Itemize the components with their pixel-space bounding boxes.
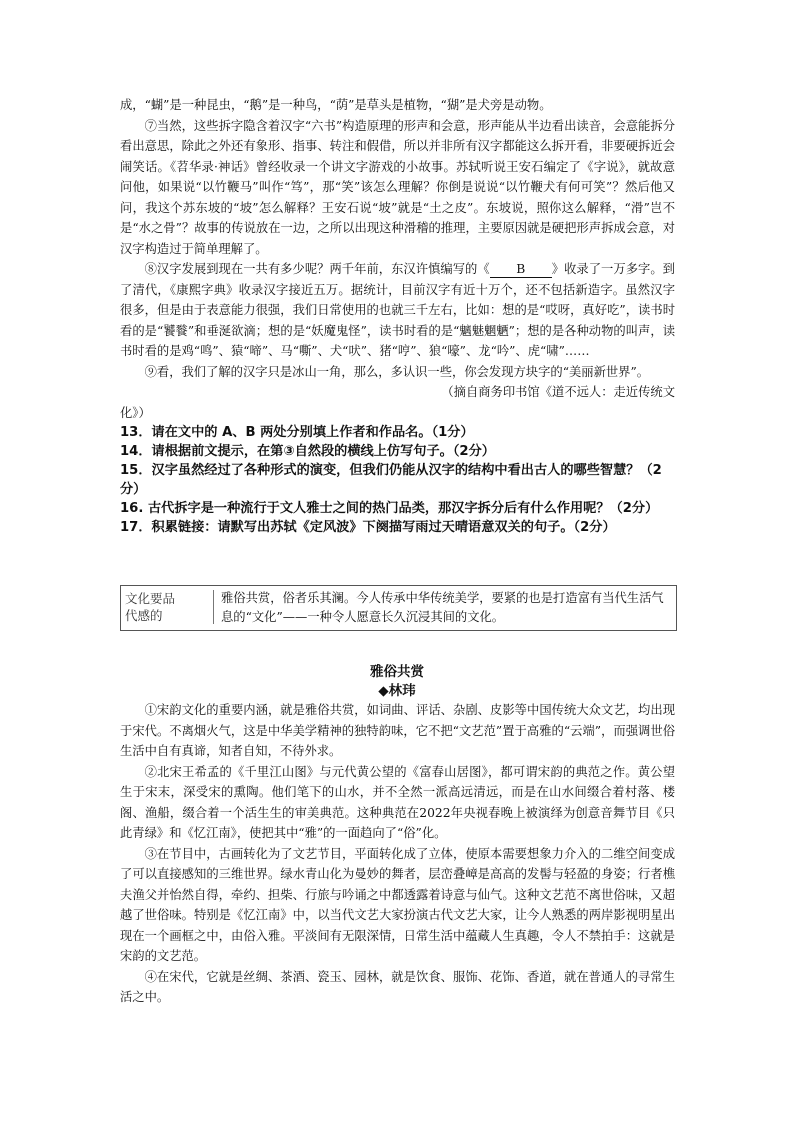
source-citation: （摘自商务印书馆《道不远人：走近传统文	[441, 385, 675, 399]
culture-box-label-line1: 文化要品	[125, 591, 176, 606]
source-citation-tail: 化》）	[120, 405, 151, 420]
blank-b: B	[490, 261, 552, 278]
article-body	[120, 700, 675, 1008]
culture-box-label	[125, 590, 214, 624]
paragraph-8-after: 》收录了一万多字。到了清代，《康熙字典》收录汉字接近五万。据统计，目前汉字有近十万个，还不包括新造字。虽然汉字很多，但是由于表意能力很强，我们日常使用的也就三千左右，比如：想的是“哎呀，真好吃”，读书时看的是“饕餮”和垂涎欲滴；想的是“妖魔鬼怪”，读书时看的是“魑魅魍魉”；想的是各种动物的叫声，读书时看的是鸡“鸣”、猿“啼”、马“嘶”、犬“吠”、猪“哼”、狼“嚎”、龙“吟”、虎“啸”……	[120, 262, 675, 358]
article-paragraph-3: ③在节目中，古画转化为了文艺节目，平面转化成了立体，使原本需要想象力介入的二维空间变成了可以直接感知的三维世界。绿水青山化为曼妙的舞者，层峦叠嶂是高高的发髻与轻盈的身姿；行者樵夫渔父并怡然自得，牵约、担柴、行旅与吟诵之中都透露着诗意与仙气。这种文艺范不离世俗味，又超越了世俗味。特别是《忆江南》中，以当代文艺大家扮演古代文艺大家，让今人熟悉的两岸影视明星出现在一个画框之中，由俗入雅。平淡间有无限深情，日常生活中蕴藏人生真趣，令人不禁拍手：这就是宋韵的文艺范。	[120, 846, 675, 963]
question-16: 16. 古代拆字是一种流行于文人雅士之间的热门品类，那汉字拆分后有什么作用呢？（2分）	[120, 501, 659, 516]
culture-box-label-line2: 代感的	[125, 608, 163, 623]
article-paragraph-2: ②北宋王希孟的《千里江山图》与元代黄公望的《富春山居图》，都可谓宋韵的典范之作。黄公望生于宋末，深受宋的熏陶。他们笔下的山水，并不全然一派高远清远，而是在山水间缀合着村落、楼阁、渔船，缀合着一个活生生的审美典范。这种典范在2022年央视春晚上被演绎为创意音舞节目《只此青绿》和《忆江南》，使把其中“雅”的一面趋向了“俗”化。	[120, 764, 675, 840]
paragraph-7: ⑦当然，这些拆字隐含着汉字“六书”构造原理的形声和会意，形声能从半边看出读音，会意能拆分看出意思，除此之外还有象形、指事、转注和假借，所以并非所有汉字都能这么拆开看，非要硬拆近会闹笑话。《苕华录·神话》曾经收录一个讲文字游戏的小故事。苏轼听说王安石编定了《字说》，就故意问他，如果说“以竹鞭马”叫作“笃”，那“笑”该怎么理解？你倒是说说“以竹鞭犬有何可笑”？然后他又问，我这个苏东坡的“坡”怎么解释？王安石说“坡”就是“土之皮”。东坡说，照你这么解释，“滑”岂不是“水之骨”？故事的传说放在一边，之所以出现这种滑稽的推理，主要原因就是硬把形声拆成会意，对汉字构造过于简单理解了。	[120, 118, 675, 256]
paragraph-8	[120, 259, 675, 362]
question-17: 17．积累链接：请默写出苏轼《定风波》下阕描写雨过天晴语意双关的句子。（2分）	[120, 520, 616, 535]
question-13: 13．请在文中的 A、B 两处分别填上作者和作品名。（1分）	[120, 425, 474, 440]
question-list	[120, 423, 675, 537]
paragraph-8-before: ⑧汉字发展到现在一共有多少呢？两千年前，东汉许慎编写的《	[144, 262, 490, 276]
paragraph-6-continuation: 成，“蝴”是一种昆虫，“鹅”是一种鸟，“荫”是草头是植物，“猢”是犬旁是动物。	[120, 98, 552, 112]
question-15: 15．汉字虽然经过了各种形式的演变，但我们仍能从汉字的结构中看出古人的哪些智慧？（2分）	[120, 463, 662, 497]
culture-box-text: 雅俗共赏，俗者乐其澜。今人传承中华传统美学，要紧的也是打造富有当代生活气息的“文化”——一种令人愿意长久沉浸其间的文化。	[221, 591, 664, 624]
article-paragraph-4: ④在宋代，它就是丝绸、茶酒、瓷玉、园林，就是饮食、服饰、花饰、香道，就在普通人的寻常生活之中。	[120, 969, 675, 1004]
article-author: ◆林玮	[378, 683, 416, 699]
article-title: 雅俗共赏	[370, 664, 424, 680]
passage-section	[120, 95, 675, 537]
paragraph-9: ⑨看，我们了解的汉字只是冰山一角，那么，多认识一些，你会发现方块字的“美丽新世界”。	[144, 364, 650, 379]
culture-box	[120, 585, 677, 631]
question-14: 14．请根据前文提示，在第③自然段的横线上仿写句子。（2分）	[120, 444, 495, 459]
article-paragraph-1: ①宋韵文化的重要内涵，就是雅俗共赏，如词曲、评话、杂剧、皮影等中国传统大众文艺，均出现于宋代。不离烟火气，这是中华美学精神的独特韵味，它不把“文艺范”置于高雅的“云端”，而强调世俗生活中自有真谛，知者自知，不待外求。	[120, 703, 675, 758]
